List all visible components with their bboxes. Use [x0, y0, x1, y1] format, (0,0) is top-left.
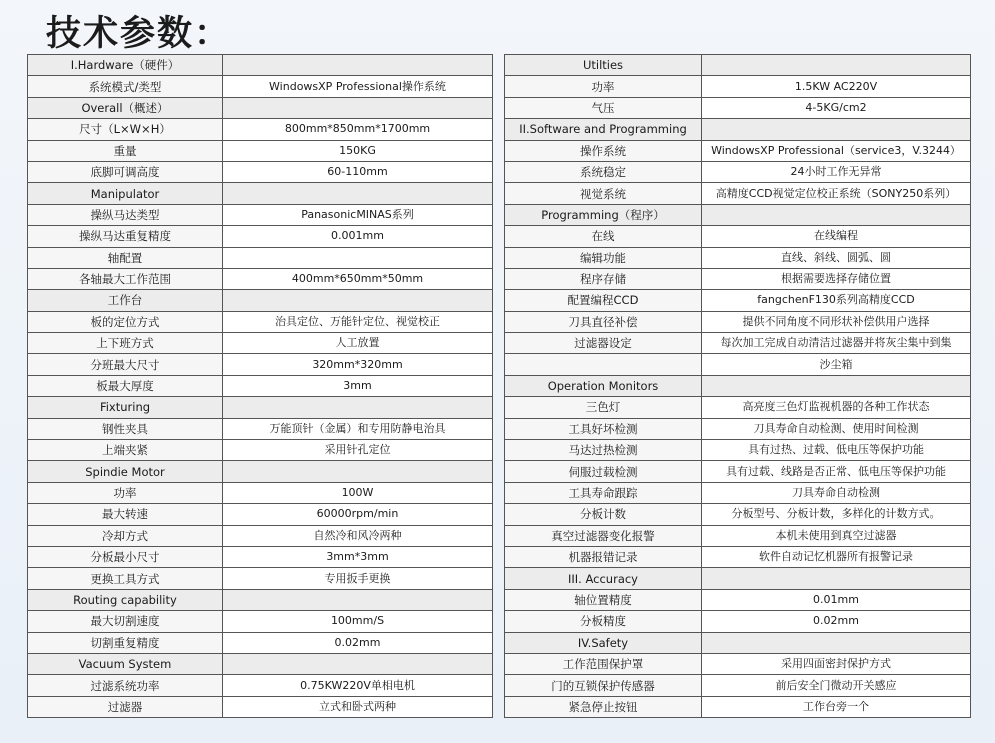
parameter-value-cell: 每次加工完成自动清洁过滤器并将灰尘集中到集	[702, 333, 971, 354]
parameter-value-cell: 分板型号、分板计数，多样化的计数方式。	[702, 504, 971, 525]
page-title: 技术参数：	[46, 14, 232, 54]
parameter-value-cell: 3mm	[223, 375, 493, 396]
parameter-value-cell: 立式和卧式两种	[223, 696, 493, 717]
parameter-value-cell: 0.01mm	[702, 589, 971, 610]
table-row	[505, 268, 971, 289]
parameter-value-cell	[223, 589, 493, 610]
table-row	[28, 546, 493, 567]
section-title-cell: 工作台	[28, 290, 223, 311]
table-row	[505, 482, 971, 503]
parameter-value-cell: 根据需要选择存储位置	[702, 268, 971, 289]
parameter-label-cell: 编辑功能	[505, 247, 702, 268]
parameter-label-cell: 过滤系统功率	[28, 675, 223, 696]
parameter-label-cell: 上端夹紧	[28, 440, 223, 461]
parameter-value-cell	[702, 55, 971, 76]
table-row	[505, 611, 971, 632]
parameter-value-cell	[702, 375, 971, 396]
section-title-cell: Overall（概述）	[28, 97, 223, 118]
parameter-label-cell: 配置编程CCD	[505, 290, 702, 311]
table-row	[28, 675, 493, 696]
parameter-value-cell	[223, 55, 493, 76]
parameter-label-cell: 分板计数	[505, 504, 702, 525]
section-header-row	[505, 632, 971, 653]
parameter-value-cell: 直线、斜线、圆弧、圆	[702, 247, 971, 268]
parameter-value-cell: 320mm*320mm	[223, 354, 493, 375]
table-row	[505, 397, 971, 418]
parameter-value-cell: 具有过热、过载、低电压等保护功能	[702, 440, 971, 461]
table-row	[505, 504, 971, 525]
parameter-label-cell: 重量	[28, 140, 223, 161]
table-row	[28, 333, 493, 354]
parameter-label-cell: 功率	[505, 76, 702, 97]
parameter-label-cell: 分板最小尺寸	[28, 546, 223, 567]
table-row	[28, 354, 493, 375]
table-row	[505, 525, 971, 546]
parameter-value-cell: 自然冷和风冷两种	[223, 525, 493, 546]
parameter-label-cell: 底脚可调高度	[28, 161, 223, 182]
parameter-label-cell: 工具好坏检测	[505, 418, 702, 439]
section-title-cell: IV.Safety	[505, 632, 702, 653]
parameter-label-cell: 切割重复精度	[28, 632, 223, 653]
parameter-label-cell: 机器报错记录	[505, 546, 702, 567]
parameter-label-cell: 三色灯	[505, 397, 702, 418]
section-title-cell: Manipulator	[28, 183, 223, 204]
table-row	[28, 525, 493, 546]
parameter-value-cell	[223, 247, 493, 268]
table-row	[505, 354, 971, 375]
parameter-value-cell: WindowsXP Professional操作系统	[223, 76, 493, 97]
table-row	[28, 311, 493, 332]
parameter-value-cell	[223, 97, 493, 118]
table-row	[505, 589, 971, 610]
parameter-value-cell: 150KG	[223, 140, 493, 161]
parameter-value-cell: 1.5KW AC220V	[702, 76, 971, 97]
parameter-label-cell: 功率	[28, 482, 223, 503]
parameter-value-cell: 0.02mm	[702, 611, 971, 632]
parameter-value-cell: 万能顶针（金属）和专用防静电治具	[223, 418, 493, 439]
parameter-value-cell	[702, 204, 971, 225]
parameter-value-cell: 高精度CCD视觉定位校正系统（SONY250系列）	[702, 183, 971, 204]
table-row	[505, 440, 971, 461]
parameter-label-cell: 操作系统	[505, 140, 702, 161]
parameter-value-cell	[223, 653, 493, 674]
parameter-value-cell: 400mm*650mm*50mm	[223, 268, 493, 289]
table-row	[28, 440, 493, 461]
section-header-row	[28, 653, 493, 674]
table-row	[505, 247, 971, 268]
table-row	[505, 76, 971, 97]
parameter-label-cell: 最大转速	[28, 504, 223, 525]
parameter-label-cell: 钢性夹具	[28, 418, 223, 439]
section-header-row	[505, 55, 971, 76]
table-row	[28, 568, 493, 589]
section-header-row	[505, 204, 971, 225]
section-title-cell: Fixturing	[28, 397, 223, 418]
parameter-value-cell: 治具定位、万能针定位、视觉校正	[223, 311, 493, 332]
parameter-label-cell: 在线	[505, 226, 702, 247]
parameter-label-cell: 冷却方式	[28, 525, 223, 546]
parameter-value-cell: 800mm*850mm*1700mm	[223, 119, 493, 140]
table-row	[505, 161, 971, 182]
parameter-value-cell	[702, 568, 971, 589]
parameter-label-cell: 马达过热检测	[505, 440, 702, 461]
section-title-cell: I.Hardware（硬件）	[28, 55, 223, 76]
table-row	[505, 183, 971, 204]
table-row	[28, 204, 493, 225]
parameter-value-cell: 0.02mm	[223, 632, 493, 653]
table-row	[505, 546, 971, 567]
parameter-value-cell: 高亮度三色灯监视机器的各种工作状态	[702, 397, 971, 418]
parameter-value-cell: 刀具寿命自动检测	[702, 482, 971, 503]
parameter-label-cell: 过滤器设定	[505, 333, 702, 354]
section-header-row	[505, 119, 971, 140]
table-row	[28, 611, 493, 632]
section-title-cell: Vacuum System	[28, 653, 223, 674]
section-title-cell: Spindie Motor	[28, 461, 223, 482]
table-row	[28, 375, 493, 396]
table-row	[505, 140, 971, 161]
parameter-value-cell: 专用扳手更换	[223, 568, 493, 589]
parameter-value-cell: 提供不同角度不同形状补偿供用户选择	[702, 311, 971, 332]
parameter-value-cell	[223, 290, 493, 311]
parameter-label-cell: 板的定位方式	[28, 311, 223, 332]
table-row	[505, 675, 971, 696]
parameter-value-cell: 前后安全门微动开关感应	[702, 675, 971, 696]
parameter-value-cell: 工作台旁一个	[702, 696, 971, 717]
parameter-value-cell: 3mm*3mm	[223, 546, 493, 567]
parameter-value-cell: 软件自动记忆机器所有报警记录	[702, 546, 971, 567]
spec-table-left	[27, 54, 493, 718]
parameter-value-cell	[223, 183, 493, 204]
table-row	[28, 482, 493, 503]
parameter-label-cell: 分板精度	[505, 611, 702, 632]
section-title-cell: Utilties	[505, 55, 702, 76]
table-row	[28, 119, 493, 140]
parameter-label-cell: 视觉系统	[505, 183, 702, 204]
parameter-label-cell: 系统稳定	[505, 161, 702, 182]
parameter-value-cell: 刀具寿命自动检测、使用时间检测	[702, 418, 971, 439]
parameter-value-cell: 采用四面密封保护方式	[702, 653, 971, 674]
parameter-label-cell: 过滤器	[28, 696, 223, 717]
section-header-row	[28, 55, 493, 76]
parameter-value-cell: 沙尘箱	[702, 354, 971, 375]
table-row	[505, 696, 971, 717]
table-row	[505, 97, 971, 118]
section-header-row	[28, 183, 493, 204]
parameter-label-cell: 工作范围保护罩	[505, 653, 702, 674]
parameter-value-cell	[702, 119, 971, 140]
parameter-value-cell	[223, 397, 493, 418]
parameter-value-cell: 60000rpm/min	[223, 504, 493, 525]
parameter-label-cell: 气压	[505, 97, 702, 118]
parameter-label-cell: 轴位置精度	[505, 589, 702, 610]
parameter-label-cell: 系统模式/类型	[28, 76, 223, 97]
section-title-cell: Operation Monitors	[505, 375, 702, 396]
section-title-cell: III. Accuracy	[505, 568, 702, 589]
parameter-label-cell: 程序存储	[505, 268, 702, 289]
parameter-value-cell: 采用针孔定位	[223, 440, 493, 461]
parameter-value-cell: WindowsXP Professional（service3，V.3244）	[702, 140, 971, 161]
table-row	[505, 290, 971, 311]
parameter-label-cell: 上下班方式	[28, 333, 223, 354]
parameter-label-cell: 紧急停止按钮	[505, 696, 702, 717]
parameter-value-cell: fangchenF130系列高精度CCD	[702, 290, 971, 311]
parameter-label-cell: 板最大厚度	[28, 375, 223, 396]
parameter-label-cell: 门的互锁保护传感器	[505, 675, 702, 696]
table-row	[505, 461, 971, 482]
parameter-value-cell: 0.001mm	[223, 226, 493, 247]
section-header-row	[28, 97, 493, 118]
table-row	[28, 418, 493, 439]
parameter-value-cell: 24小时工作无异常	[702, 161, 971, 182]
parameter-label-cell: 尺寸（L×W×H）	[28, 119, 223, 140]
section-header-row	[505, 375, 971, 396]
parameter-value-cell: PanasonicMINAS系列	[223, 204, 493, 225]
parameter-label-cell: 操纵马达重复精度	[28, 226, 223, 247]
table-row	[28, 632, 493, 653]
section-header-row	[505, 568, 971, 589]
section-title-cell: Routing capability	[28, 589, 223, 610]
table-row	[28, 247, 493, 268]
parameter-label-cell	[505, 354, 702, 375]
spec-table-right	[504, 54, 971, 718]
table-row	[28, 76, 493, 97]
table-row	[505, 653, 971, 674]
parameter-value-cell: 人工放置	[223, 333, 493, 354]
parameter-value-cell: 在线编程	[702, 226, 971, 247]
parameter-value-cell: 60-110mm	[223, 161, 493, 182]
table-row	[28, 226, 493, 247]
parameter-value-cell: 100W	[223, 482, 493, 503]
section-header-row	[28, 290, 493, 311]
table-row	[505, 333, 971, 354]
parameter-value-cell: 具有过载、线路是否正常、低电压等保护功能	[702, 461, 971, 482]
parameter-value-cell	[702, 632, 971, 653]
table-row	[28, 161, 493, 182]
parameter-label-cell: 刀具直径补偿	[505, 311, 702, 332]
parameter-value-cell	[223, 461, 493, 482]
parameter-value-cell: 0.75KW220V单相电机	[223, 675, 493, 696]
section-title-cell: II.Software and Programming	[505, 119, 702, 140]
parameter-label-cell: 操纵马达类型	[28, 204, 223, 225]
parameter-value-cell: 100mm/S	[223, 611, 493, 632]
table-row	[505, 226, 971, 247]
parameter-label-cell: 工具寿命跟踪	[505, 482, 702, 503]
table-row	[28, 140, 493, 161]
table-row	[28, 504, 493, 525]
section-header-row	[28, 461, 493, 482]
parameter-value-cell: 4-5KG/cm2	[702, 97, 971, 118]
parameter-label-cell: 伺服过载检测	[505, 461, 702, 482]
parameter-label-cell: 最大切割速度	[28, 611, 223, 632]
table-row	[505, 418, 971, 439]
parameter-label-cell: 轴配置	[28, 247, 223, 268]
section-header-row	[28, 397, 493, 418]
parameter-label-cell: 分班最大尺寸	[28, 354, 223, 375]
section-header-row	[28, 589, 493, 610]
parameter-label-cell: 更换工具方式	[28, 568, 223, 589]
table-row	[28, 268, 493, 289]
table-row	[505, 311, 971, 332]
parameter-label-cell: 各轴最大工作范围	[28, 268, 223, 289]
parameter-value-cell: 本机未使用到真空过滤器	[702, 525, 971, 546]
table-row	[28, 696, 493, 717]
section-title-cell: Programming（程序）	[505, 204, 702, 225]
parameter-label-cell: 真空过滤器变化报警	[505, 525, 702, 546]
